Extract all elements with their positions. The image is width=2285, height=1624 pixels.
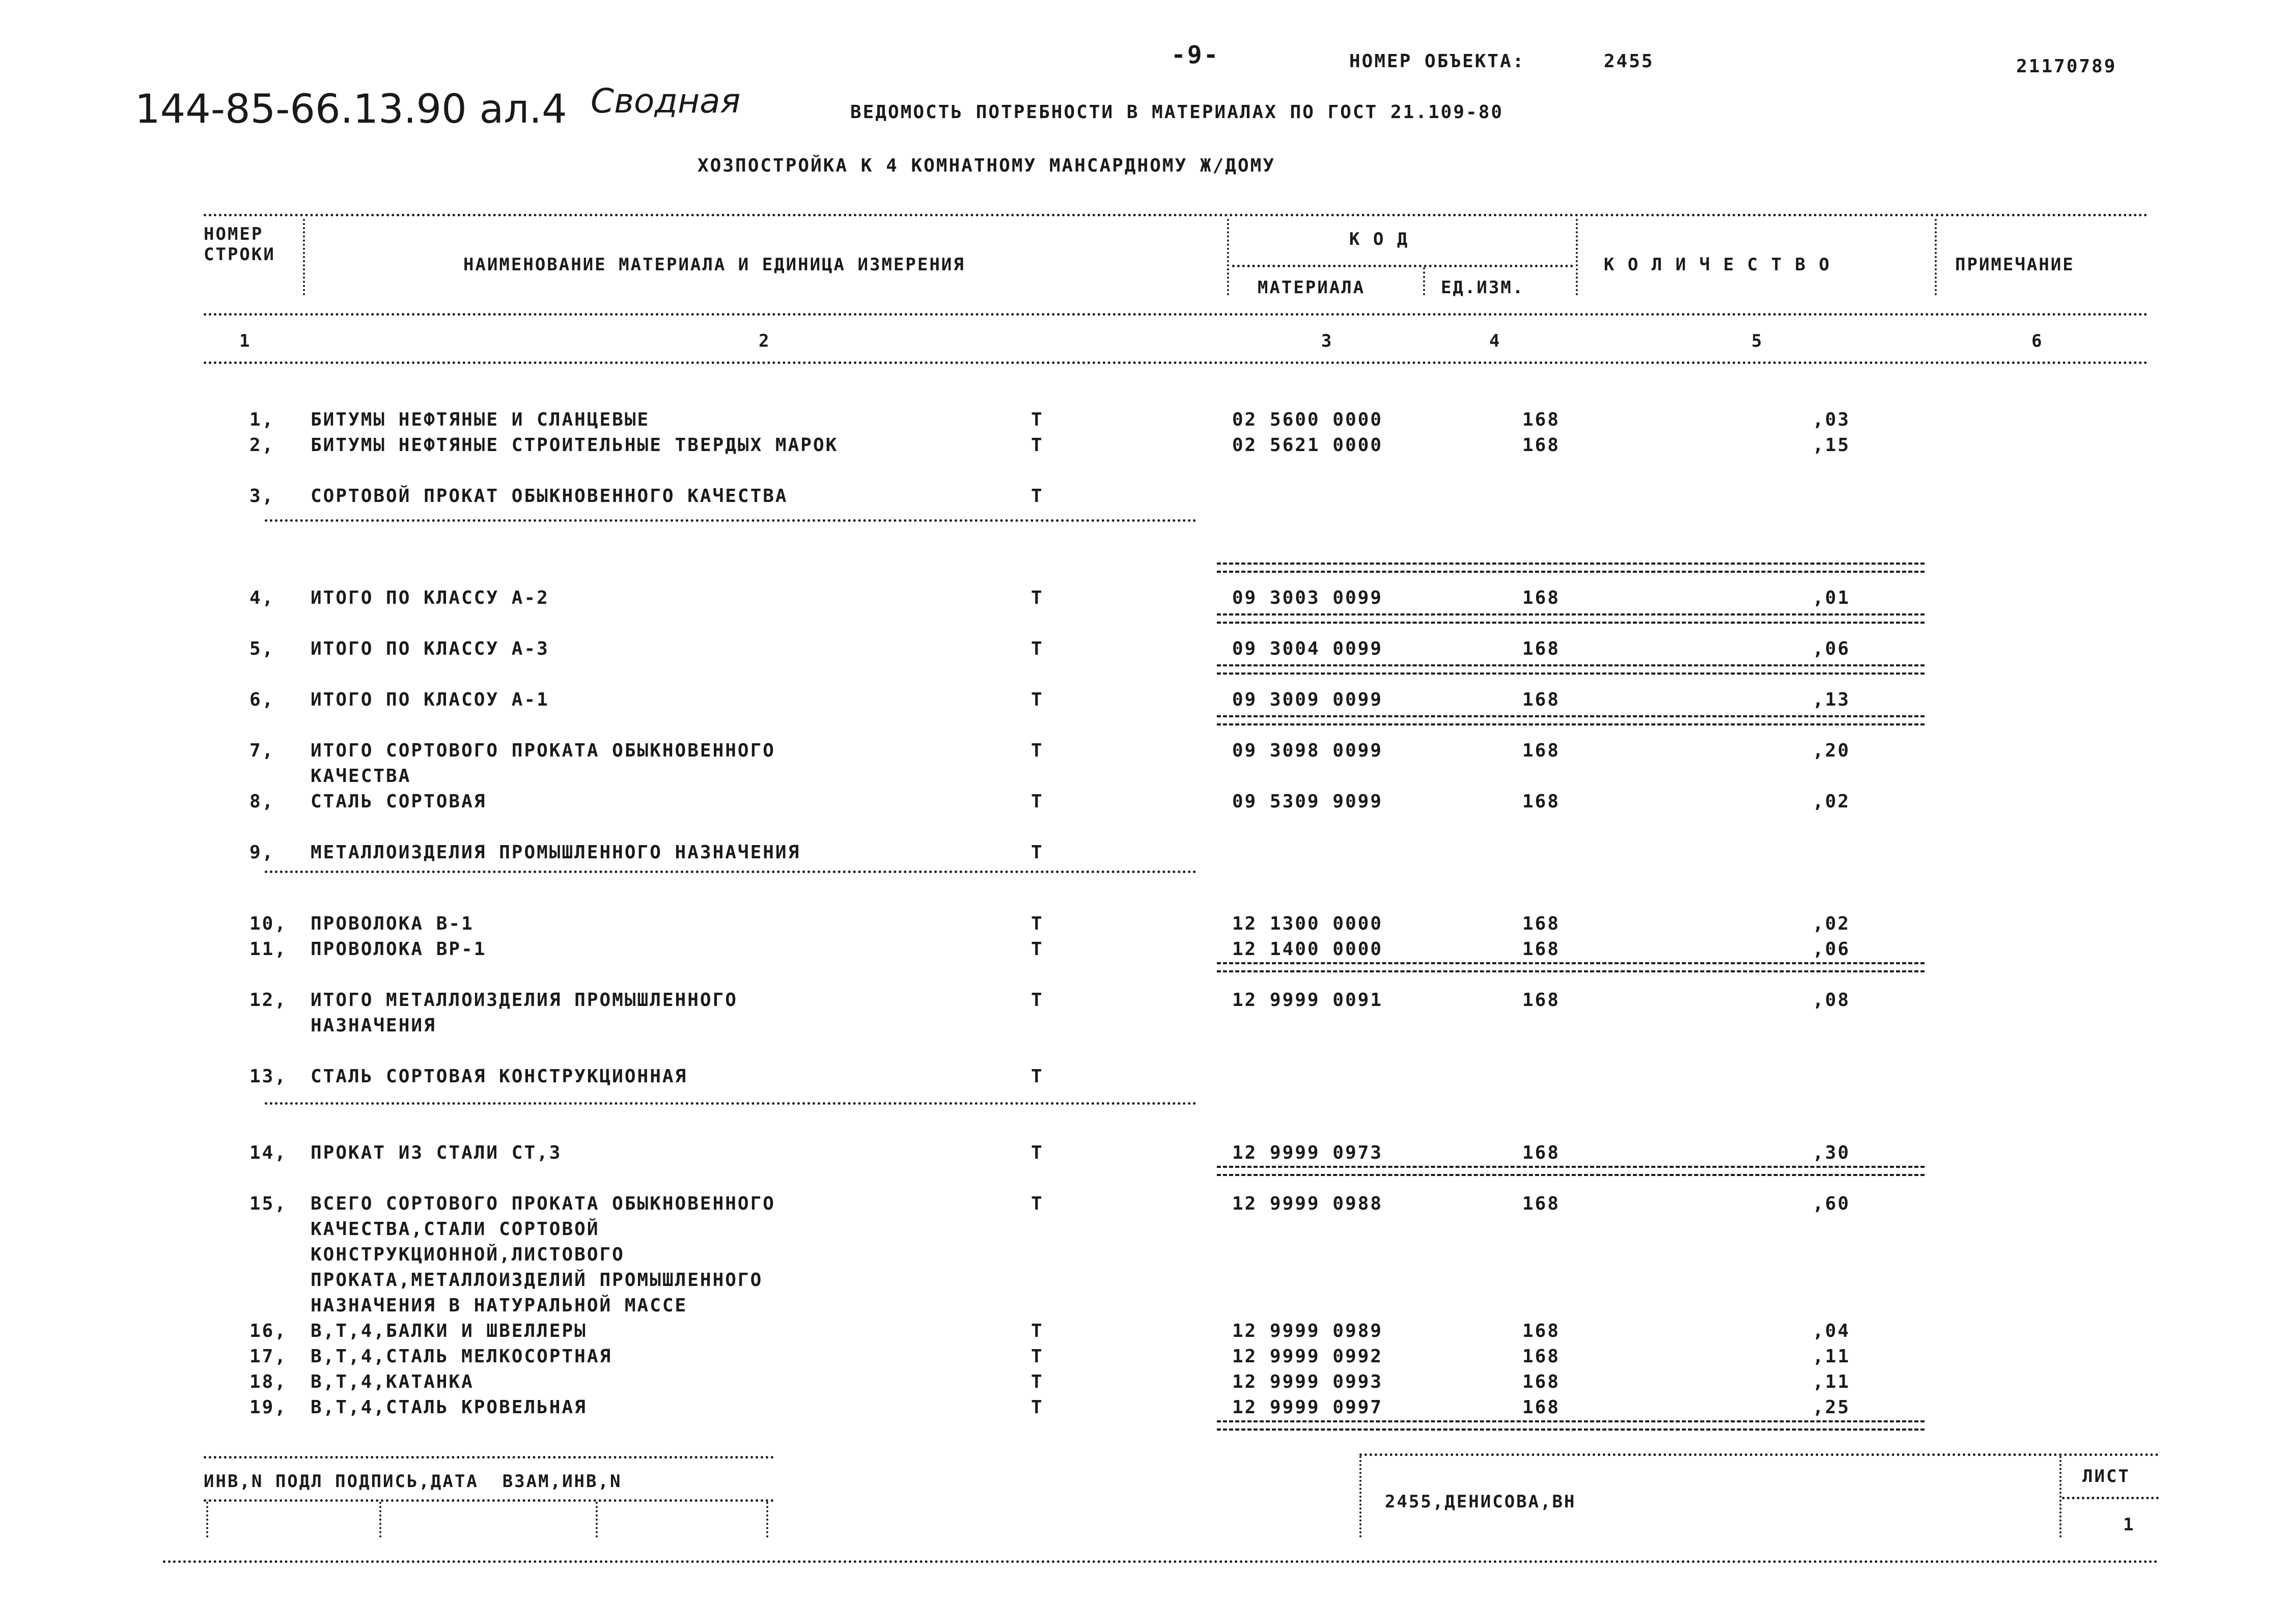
total-separator — [1217, 1166, 1925, 1176]
stamp-headers: ИНВ,N ПОДЛ ПОДПИСЬ,ДАТА ВЗАМ,ИНВ,N — [204, 1471, 622, 1492]
row-name: ПРОВОЛОКА ВР-1 — [311, 939, 487, 960]
row-name: ИТОГО ПО КЛАСОУ А-1 — [311, 689, 549, 710]
row-quantity: ,30 — [1813, 1142, 1851, 1163]
row-number: 15, — [249, 1193, 288, 1214]
row-material-code: 12 9999 0989 — [1232, 1321, 1383, 1341]
row-quantity: ,02 — [1813, 913, 1851, 934]
header-name: НАИМЕНОВАНИЕ МАТЕРИАЛА И ЕДИНИЦА ИЗМЕРЕНИЯ — [463, 255, 965, 275]
row-material-code: 09 3004 0099 — [1232, 638, 1383, 659]
row-number: 5, — [249, 638, 275, 659]
row-unit-code: 168 — [1522, 1321, 1561, 1341]
row-unit-code: 168 — [1522, 990, 1561, 1011]
row-unit-code: 168 — [1522, 1371, 1561, 1392]
row-unit: Т — [1031, 913, 1044, 934]
row-name: В,Т,4,СТАЛЬ КРОВЕЛЬНАЯ — [311, 1397, 587, 1418]
row-number: 13, — [249, 1066, 288, 1087]
row-quantity: ,03 — [1813, 409, 1851, 430]
stamp-bottom — [163, 1560, 2159, 1563]
row-number: 17, — [249, 1346, 288, 1367]
col-divider-1 — [303, 219, 305, 295]
row-material-code: 12 9999 0091 — [1232, 990, 1383, 1011]
document-title: ВЕДОМОСТЬ ПОТРЕБНОСТИ В МАТЕРИАЛАХ ПО ГОСТ 21.109-80 — [850, 102, 1504, 123]
col-divider-4 — [1576, 219, 1578, 295]
row-material-code: 09 3003 0099 — [1232, 587, 1383, 608]
row-unit: Т — [1031, 409, 1044, 430]
row-unit: Т — [1031, 1371, 1044, 1392]
row-number: 10, — [249, 913, 288, 934]
header-code-material: МАТЕРИАЛА — [1258, 277, 1366, 298]
row-number: 8, — [249, 791, 275, 812]
row-number: 16, — [249, 1321, 288, 1341]
stamp-mid-left — [204, 1499, 774, 1502]
row-quantity: ,11 — [1813, 1371, 1851, 1392]
row-unit-code: 168 — [1522, 913, 1561, 934]
stamp-top-right — [1359, 1453, 2159, 1456]
row-material-code: 02 5600 0000 — [1232, 409, 1383, 430]
row-unit: Т — [1031, 939, 1044, 960]
row-unit: Т — [1031, 842, 1044, 863]
row-name: СТАЛЬ СОРТОВАЯ — [311, 791, 487, 812]
stamp-col-3 — [596, 1502, 598, 1537]
object-number: 2455 — [1604, 51, 1654, 72]
row-material-code: 09 5309 9099 — [1232, 791, 1383, 812]
row-quantity: ,11 — [1813, 1346, 1851, 1367]
sheet-divider — [2062, 1497, 2159, 1499]
row-name: СТАЛЬ СОРТОВАЯ КОНСТРУКЦИОННАЯ — [311, 1066, 688, 1087]
row-unit: Т — [1031, 1397, 1044, 1418]
row-unit: Т — [1031, 638, 1044, 659]
row-unit: Т — [1031, 740, 1044, 761]
row-name: БИТУМЫ НЕФТЯНЫЕ И СЛАНЦЕВЫЕ — [311, 409, 650, 430]
col-divider-5 — [1935, 219, 1937, 295]
sheet-label: ЛИСТ — [2082, 1466, 2130, 1487]
col-num-4: 4 — [1489, 331, 1501, 351]
col-num-3: 3 — [1321, 331, 1333, 351]
row-number: 7, — [249, 740, 275, 761]
header-code-divider — [1232, 265, 1573, 267]
row-unit: Т — [1031, 791, 1044, 812]
row-number: 18, — [249, 1371, 288, 1392]
row-name: ПРОВОЛОКА В-1 — [311, 913, 474, 934]
total-separator — [1217, 613, 1925, 624]
header-code-unit: ЕД.ИЗМ. — [1441, 277, 1525, 298]
row-name: ПРОКАТ ИЗ СТАЛИ СТ,3 — [311, 1142, 562, 1163]
row-name: ИТОГО ПО КЛАССУ А-2 — [311, 587, 549, 608]
row-material-code: 12 9999 0973 — [1232, 1142, 1383, 1163]
row-material-code: 12 1400 0000 — [1232, 939, 1383, 960]
header-note: ПРИМЕЧАНИЕ — [1955, 255, 2075, 275]
stamp-top-left — [204, 1456, 774, 1459]
total-separator — [1217, 1420, 1925, 1431]
row-unit-code: 168 — [1522, 1193, 1561, 1214]
col-num-2: 2 — [759, 331, 771, 351]
stamp-divider-right — [2059, 1456, 2061, 1537]
stamp-col-1 — [206, 1502, 208, 1537]
section-underline-13 — [265, 1102, 1196, 1105]
row-quantity: ,13 — [1813, 689, 1851, 710]
handwritten-word: Сводная — [591, 81, 741, 121]
section-underline-3 — [265, 519, 1196, 522]
document-subtitle: ХОЗПОСТРОЙКА К 4 КОМНАТНОМУ МАНСАРДНОМУ Ж/ДОМУ — [698, 155, 1275, 176]
row-quantity: ,15 — [1813, 435, 1851, 456]
row-material-code: 09 3098 0099 — [1232, 740, 1383, 761]
row-number: 19, — [249, 1397, 288, 1418]
object-label: НОМЕР ОБЪЕКТА: — [1349, 51, 1525, 72]
header-code: К О Д — [1349, 229, 1409, 249]
row-material-code: 12 9999 0992 — [1232, 1346, 1383, 1367]
section-underline-9 — [265, 871, 1196, 873]
row-material-code: 12 9999 0993 — [1232, 1371, 1383, 1392]
row-unit-code: 168 — [1522, 587, 1561, 608]
col-num-1: 1 — [239, 331, 252, 351]
row-name: ИТОГО СОРТОВОГО ПРОКАТА ОБЫКНОВЕННОГО КАЧЕСТВА — [311, 740, 775, 787]
row-quantity: ,08 — [1813, 990, 1851, 1011]
col-num-5: 5 — [1751, 331, 1764, 351]
row-material-code: 12 9999 0997 — [1232, 1397, 1383, 1418]
row-unit: Т — [1031, 990, 1044, 1011]
row-quantity: ,60 — [1813, 1193, 1851, 1214]
total-separator — [1217, 664, 1925, 675]
row-unit: Т — [1031, 1321, 1044, 1341]
row-number: 9, — [249, 842, 275, 863]
row-number: 4, — [249, 587, 275, 608]
stamp-col-2 — [379, 1502, 381, 1537]
row-number: 12, — [249, 990, 288, 1011]
row-unit-code: 168 — [1522, 939, 1561, 960]
table-top-border — [204, 214, 2149, 216]
row-unit: Т — [1031, 486, 1044, 507]
row-unit: Т — [1031, 1142, 1044, 1163]
row-number: 3, — [249, 486, 275, 507]
col-divider-2 — [1227, 219, 1229, 295]
row-unit: Т — [1031, 1066, 1044, 1087]
row-name: БИТУМЫ НЕФТЯНЫЕ СТРОИТЕЛЬНЫЕ ТВЕРДЫХ МАРОК — [311, 435, 839, 456]
row-unit: Т — [1031, 587, 1044, 608]
col-divider-3 — [1423, 267, 1425, 295]
row-quantity: ,01 — [1813, 587, 1851, 608]
stamp-col-4 — [766, 1502, 768, 1537]
row-unit-code: 168 — [1522, 1397, 1561, 1418]
page-number: -9- — [1171, 41, 1220, 69]
row-unit-code: 168 — [1522, 791, 1561, 812]
row-unit-code: 168 — [1522, 409, 1561, 430]
total-separator — [1217, 563, 1925, 573]
row-name: МЕТАЛЛОИЗДЕЛИЯ ПРОМЫШЛЕННОГО НАЗНАЧЕНИЯ — [311, 842, 801, 863]
stamp-divider-left — [1359, 1456, 1361, 1537]
document-code: 21170789 — [2016, 56, 2117, 77]
row-material-code: 12 1300 0000 — [1232, 913, 1383, 934]
header-quantity: К О Л И Ч Е С Т В О — [1604, 255, 1831, 275]
row-number: 11, — [249, 939, 288, 960]
row-unit-code: 168 — [1522, 1142, 1561, 1163]
total-separator — [1217, 715, 1925, 725]
row-unit: Т — [1031, 1346, 1044, 1367]
row-number: 2, — [249, 435, 275, 456]
row-name: ИТОГО МЕТАЛЛОИЗДЕЛИЯ ПРОМЫШЛЕННОГО НАЗНАЧЕНИЯ — [311, 990, 738, 1036]
row-name: В,Т,4,СТАЛЬ МЕЛКОСОРТНАЯ — [311, 1346, 612, 1367]
row-unit: Т — [1031, 1193, 1044, 1214]
row-number: 14, — [249, 1142, 288, 1163]
row-name: ИТОГО ПО КЛАССУ А-3 — [311, 638, 549, 659]
col-num-6: 6 — [2031, 331, 2044, 351]
total-separator — [1217, 962, 1925, 972]
row-quantity: ,02 — [1813, 791, 1851, 812]
row-unit-code: 168 — [1522, 435, 1561, 456]
row-quantity: ,04 — [1813, 1321, 1851, 1341]
row-unit: Т — [1031, 435, 1044, 456]
row-unit-code: 168 — [1522, 740, 1561, 761]
header-divider — [204, 313, 2149, 316]
row-number: 6, — [249, 689, 275, 710]
row-unit: Т — [1031, 689, 1044, 710]
row-unit-code: 168 — [1522, 689, 1561, 710]
row-quantity: ,06 — [1813, 638, 1851, 659]
row-quantity: ,20 — [1813, 740, 1851, 761]
row-quantity: ,06 — [1813, 939, 1851, 960]
sheet-number: 1 — [2123, 1515, 2135, 1535]
row-name: В,Т,4,БАЛКИ И ШВЕЛЛЕРЫ — [311, 1321, 587, 1341]
row-name: СОРТОВОЙ ПРОКАТ ОБЫКНОВЕННОГО КАЧЕСТВА — [311, 486, 788, 507]
author-field: 2455,ДЕНИСОВА,ВН — [1385, 1492, 1576, 1512]
row-name: ВСЕГО СОРТОВОГО ПРОКАТА ОБЫКНОВЕННОГО КАЧЕСТВА,СТАЛИ СОРТОВОЙ КОНСТРУКЦИОННОЙ,ЛИСТОВОГО ПРОКАТА,МЕТАЛЛОИЗДЕЛИЙ ПРОМЫШЛЕННОГО НАЗНАЧЕНИЯ В НАТУРАЛЬНОЙ МАССЕ — [311, 1193, 775, 1316]
row-material-code: 02 5621 0000 — [1232, 435, 1383, 456]
row-unit-code: 168 — [1522, 638, 1561, 659]
row-material-code: 09 3009 0099 — [1232, 689, 1383, 710]
handwritten-code: 144-85-66.13.90 ал.4 — [135, 87, 567, 132]
row-unit-code: 168 — [1522, 1346, 1561, 1367]
row-number: 1, — [249, 409, 275, 430]
row-material-code: 12 9999 0988 — [1232, 1193, 1383, 1214]
row-quantity: ,25 — [1813, 1397, 1851, 1418]
header-row-number: НОМЕР СТРОКИ — [204, 224, 275, 265]
row-name: В,Т,4,КАТАНКА — [311, 1371, 474, 1392]
header-bottom-border — [204, 361, 2149, 364]
